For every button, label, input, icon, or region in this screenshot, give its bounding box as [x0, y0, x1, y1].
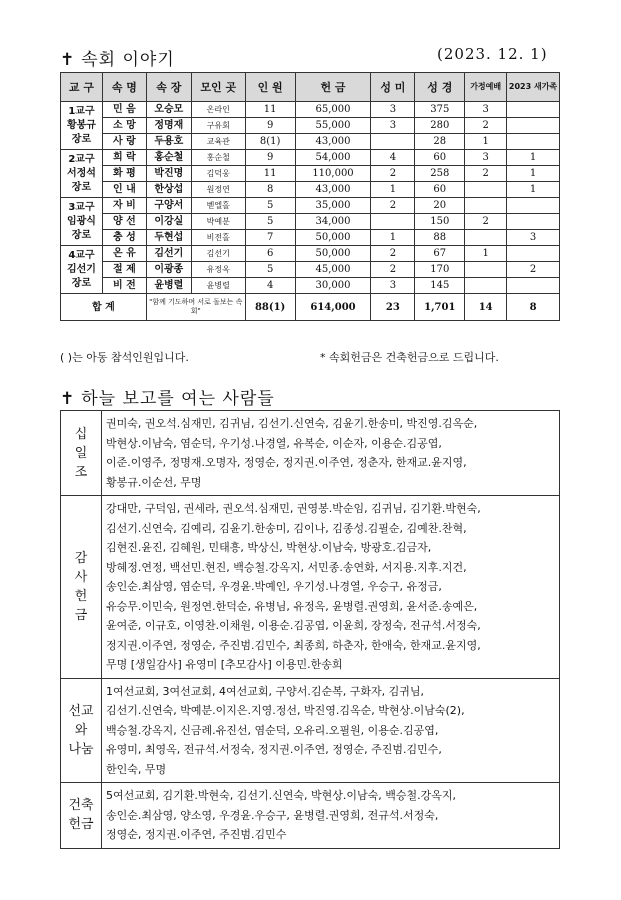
- total-row: [61, 294, 560, 321]
- table-row: [61, 118, 560, 134]
- table-row: [61, 246, 560, 262]
- cell-leader: 한상섭: [146, 182, 191, 198]
- cell-leader: 구양서: [146, 198, 191, 214]
- cell-cell-name: 비 전: [102, 278, 146, 294]
- cell-offering: 43,000: [295, 182, 371, 198]
- header-place: 모인 곳: [191, 73, 245, 102]
- total-people: 88(1): [245, 294, 295, 321]
- district-line: 임광식: [66, 215, 96, 227]
- names-line: 정영순, 정지권.이주연, 주진범.김민수: [106, 828, 287, 841]
- cell-worship: 2: [465, 166, 507, 182]
- district-line: 장로: [71, 133, 92, 145]
- names-line: 1여선교회, 3여선교회, 4여선교회, 구양서.김순복, 구화자, 김귀님,: [106, 684, 424, 698]
- cell-cell-name: 희 락: [102, 150, 146, 166]
- cell-leader: 정명재: [146, 118, 191, 134]
- table-row: [61, 198, 560, 214]
- cell-worship: 3: [465, 102, 507, 118]
- cell-rice: 3: [371, 102, 415, 118]
- cell-place: 박예분: [191, 214, 245, 230]
- table-header-row: [61, 73, 560, 102]
- section-title-offerings: [60, 384, 275, 409]
- cell-place: 교육관: [191, 134, 245, 150]
- cell-place: 비전홀: [191, 230, 245, 246]
- total-new-family: 8: [507, 294, 560, 321]
- cell-new-family: 2: [507, 262, 560, 278]
- names-line: 송인순.최삼영, 염순덕, 우경윤.박예인, 우기성.나경열, 우승구, 유정금,: [106, 580, 442, 593]
- names-line: 송인순.최삼영, 양소영, 우경윤.우승구, 윤병렬.권영희, 전규석.서정숙,: [106, 808, 439, 822]
- names-line: 한인숙, 무명: [106, 762, 167, 776]
- cell-rice: 3: [371, 118, 415, 134]
- cell-place: 원정연: [191, 182, 245, 198]
- cell-place: 김덕웅: [191, 166, 245, 182]
- cell-people: 8: [245, 182, 295, 198]
- cell-people: 8(1): [245, 134, 295, 150]
- names-line: 이준.이영주, 정명재.오명자, 정영순, 정지권.이주연, 정춘자, 한재교.윤지영,: [106, 456, 467, 469]
- category-label-line: 금: [74, 607, 88, 623]
- district-line: 2교구: [68, 153, 95, 165]
- cell-people: 9: [245, 150, 295, 166]
- cell-worship: 1: [465, 134, 507, 150]
- cell-rice: 2: [371, 262, 415, 278]
- header-offering: 헌 금: [295, 73, 371, 102]
- cell-people: 11: [245, 102, 295, 118]
- cell-people: 9: [245, 118, 295, 134]
- cell-bible: 60: [415, 182, 465, 198]
- header-district: 교 구: [61, 73, 103, 102]
- cell-leader: 두현섭: [146, 230, 191, 246]
- names-line: 정지권.이주연, 정영순, 주진범.김민수, 최종희, 하춘자, 한애숙, 한재교.윤지영,: [106, 638, 481, 652]
- category-label-line: 나눔: [68, 741, 94, 757]
- offering-names: [102, 411, 560, 496]
- district-cell: [61, 198, 103, 246]
- names-line: 박현상.이남숙, 염순덕, 우기성.나경열, 유복순, 이순자, 이용순.김공엽,: [106, 436, 442, 450]
- names-line: 김선기.신연숙, 박예분.이지은.지영.정선, 박진영.김옥순, 박현상.이남숙(2),: [106, 704, 465, 717]
- cell-leader: 이강실: [146, 214, 191, 230]
- cell-bible: 145: [415, 278, 465, 294]
- names-line: 유영미, 최영옥, 전규석.서정숙, 정지권.이주연, 정영순, 주진범.김민수,: [106, 743, 442, 756]
- cell-offering: 35,000: [295, 198, 371, 214]
- header-rice: 성 미: [371, 73, 415, 102]
- cell-rice: [371, 134, 415, 150]
- header-leader: 속 장: [146, 73, 191, 102]
- names-line: 방혜정.연정, 백선민.현진, 백승철.강옥지, 서민종.송연화, 서지용.지후.지건,: [106, 560, 467, 574]
- names-line: 김현진.윤진, 김혜원, 민태흥, 박상신, 박현상.이남숙, 방광호.김금자,: [106, 541, 432, 554]
- table-row: [61, 150, 560, 166]
- table-row: [61, 278, 560, 294]
- names-line: 강대만, 구덕임, 권세라, 권오석.심재민, 권영봉.박순임, 김귀님, 김기환.박현숙,: [106, 502, 481, 515]
- cell-cell-name: 소 망: [102, 118, 146, 134]
- cell-new-family: [507, 246, 560, 262]
- cell-worship: 3: [465, 150, 507, 166]
- offering-names: [102, 496, 560, 679]
- offering-section-row: [61, 411, 560, 496]
- offering-names: [102, 678, 560, 783]
- table-row: [61, 134, 560, 150]
- cell-new-family: 3: [507, 230, 560, 246]
- cell-bible: 150: [415, 214, 465, 230]
- total-worship: 14: [465, 294, 507, 321]
- category-label-line: 선교: [68, 703, 94, 719]
- cell-cell-name: 인 내: [102, 182, 146, 198]
- district-line: 장로: [71, 277, 92, 289]
- total-bible: 1,701: [415, 294, 465, 321]
- names-line: 윤여준, 이규호, 이영찬.이채원, 이용순.김공엽, 이윤희, 장정숙, 전규석.서정숙,: [106, 619, 481, 632]
- cell-rice: 1: [371, 182, 415, 198]
- cell-cell-name: 양 선: [102, 214, 146, 230]
- cell-rice: 2: [371, 198, 415, 214]
- table-row: [61, 230, 560, 246]
- cell-offering: 55,000: [295, 118, 371, 134]
- table-row: [61, 102, 560, 118]
- category-label-line: 헌금: [68, 817, 94, 833]
- cell-people: 5: [245, 198, 295, 214]
- cell-leader: 김선기: [146, 246, 191, 262]
- category-label-line: 일: [74, 445, 88, 461]
- total-label: 합 계: [61, 294, 147, 321]
- cross-icon: ✝: [60, 389, 76, 409]
- cell-place: 윤병렬: [191, 278, 245, 294]
- cell-new-family: [507, 134, 560, 150]
- offering-section-row: [61, 783, 560, 849]
- cell-worship: [465, 182, 507, 198]
- table-row: [61, 182, 560, 198]
- report-date: (2023. 12. 1): [437, 45, 548, 63]
- cell-new-family: 1: [507, 150, 560, 166]
- names-line: 무명 [생일감사] 유영미 [추모감사] 이용민.한송희: [106, 658, 343, 671]
- cell-bible: 258: [415, 166, 465, 182]
- cell-rice: 1: [371, 230, 415, 246]
- offering-section-row: [61, 678, 560, 783]
- offering-names: [102, 783, 560, 849]
- cell-people: 5: [245, 214, 295, 230]
- section-title-cell-story: [60, 45, 175, 70]
- names-line: 황봉규.이순선, 무명: [106, 475, 202, 489]
- cell-new-family: [507, 278, 560, 294]
- offering-section-row: [61, 496, 560, 679]
- cell-worship: [465, 262, 507, 278]
- category-label-line: 사: [74, 569, 88, 585]
- district-line: 황봉규: [66, 119, 96, 131]
- cell-new-family: [507, 102, 560, 118]
- cell-cell-name: 자 비: [102, 198, 146, 214]
- names-line: 김선기.신연숙, 김예리, 김윤기.한송미, 김이나, 김종성.김필순, 김예찬.찬혁,: [106, 521, 467, 535]
- cell-new-family: [507, 198, 560, 214]
- names-line: 5여선교회, 김기환.박현숙, 김선기.신연숙, 박현상.이남숙, 백승철.강옥지,: [106, 789, 456, 802]
- cell-cell-name: 사 랑: [102, 134, 146, 150]
- note-offering-use: * 속회헌금은 건축헌금으로 드립니다.: [320, 351, 499, 364]
- cell-leader: 이광종: [146, 262, 191, 278]
- cell-bible: 375: [415, 102, 465, 118]
- district-line: 장로: [71, 181, 92, 193]
- cross-icon: ✝: [60, 50, 76, 70]
- cell-offering: 43,000: [295, 134, 371, 150]
- district-cell: [61, 102, 103, 150]
- district-line: 1교구: [68, 105, 95, 117]
- cell-place: 온라인: [191, 102, 245, 118]
- section-title-text: 속회 이야기: [81, 50, 175, 70]
- cell-leader: 윤병렬: [146, 278, 191, 294]
- section-title-text: 하늘 보고를 여는 사람들: [81, 389, 275, 409]
- offering-category-label: [61, 783, 102, 849]
- cell-people: 4: [245, 278, 295, 294]
- cell-offering: 50,000: [295, 246, 371, 262]
- cell-new-family: 1: [507, 182, 560, 198]
- cell-bible: 280: [415, 118, 465, 134]
- cell-bible: 88: [415, 230, 465, 246]
- offering-category-label: [61, 678, 102, 783]
- header-family-worship: 가정예배: [465, 73, 507, 102]
- total-rice: 23: [371, 294, 415, 321]
- cell-offering: 50,000: [295, 230, 371, 246]
- cell-bible: 60: [415, 150, 465, 166]
- district-line: 4교구: [68, 249, 95, 261]
- cell-rice: 2: [371, 246, 415, 262]
- district-line: 김선기: [66, 263, 96, 275]
- cell-bible: 28: [415, 134, 465, 150]
- cell-place: 구유회: [191, 118, 245, 134]
- cell-rice: 4: [371, 150, 415, 166]
- cell-offering: 30,000: [295, 278, 371, 294]
- cell-people: 7: [245, 230, 295, 246]
- cell-rice: 3: [371, 278, 415, 294]
- offering-list-table: [60, 410, 560, 849]
- district-line: 3교구: [68, 201, 95, 213]
- cell-cell-name: 절 제: [102, 262, 146, 278]
- cell-leader: 오승모: [146, 102, 191, 118]
- table-row: [61, 166, 560, 182]
- header-cell-name: 속 명: [102, 73, 146, 102]
- category-label-line: 감: [74, 550, 88, 566]
- total-offering: 614,000: [295, 294, 371, 321]
- district-cell: [61, 246, 103, 294]
- cell-report-table: [60, 72, 560, 321]
- cell-worship: [465, 278, 507, 294]
- cell-people: 6: [245, 246, 295, 262]
- cell-offering: 54,000: [295, 150, 371, 166]
- cell-worship: 2: [465, 118, 507, 134]
- names-line: 유승무.이민숙, 원정연.한덕순, 유병님, 유정옥, 윤병렬.권영희, 윤서준.송예은,: [106, 599, 478, 613]
- category-label-line: 십: [74, 426, 88, 442]
- cell-rice: [371, 214, 415, 230]
- table-row: [61, 262, 560, 278]
- cell-leader: 박진명: [146, 166, 191, 182]
- header-new-family: 2023 새가족: [507, 73, 560, 102]
- total-motto: "함께 기도하며 서로 돌보는 속회": [146, 294, 245, 321]
- note-child-count: ( )는 아동 참석인원입니다.: [60, 351, 189, 364]
- cell-new-family: [507, 214, 560, 230]
- cell-cell-name: 온 유: [102, 246, 146, 262]
- cell-bible: 67: [415, 246, 465, 262]
- offering-category-label: [61, 496, 102, 679]
- cell-offering: 45,000: [295, 262, 371, 278]
- category-label-line: 건축: [68, 798, 94, 814]
- cell-place: 홍순철: [191, 150, 245, 166]
- category-label-line: 헌: [74, 588, 88, 604]
- offering-category-label: [61, 411, 102, 496]
- cell-rice: 2: [371, 166, 415, 182]
- header-people: 인 원: [245, 73, 295, 102]
- cell-bible: 170: [415, 262, 465, 278]
- names-line: 백승철.강옥지, 신금례.유진선, 염순덕, 오유리.오필원, 이용순.김공엽,: [106, 723, 439, 737]
- cell-people: 11: [245, 166, 295, 182]
- table-row: [61, 214, 560, 230]
- district-line: 서정석: [66, 167, 96, 179]
- cell-offering: 110,000: [295, 166, 371, 182]
- cell-place: 벧엘홀: [191, 198, 245, 214]
- cell-people: 5: [245, 262, 295, 278]
- cell-place: 유정옥: [191, 262, 245, 278]
- names-line: 권미숙, 권오석.심재민, 김귀님, 김선기.신연숙, 김윤기.한송미, 박진영.김옥순,: [106, 417, 478, 430]
- category-label-line: 조: [74, 464, 88, 480]
- cell-new-family: [507, 118, 560, 134]
- cell-leader: 두용호: [146, 134, 191, 150]
- cell-leader: 홍순철: [146, 150, 191, 166]
- header-bible: 성 경: [415, 73, 465, 102]
- cell-cell-name: 충 성: [102, 230, 146, 246]
- cell-new-family: 1: [507, 166, 560, 182]
- cell-bible: 20: [415, 198, 465, 214]
- cell-worship: [465, 198, 507, 214]
- category-label-line: 와: [74, 722, 88, 738]
- cell-worship: [465, 230, 507, 246]
- cell-worship: 2: [465, 214, 507, 230]
- cell-cell-name: 민 음: [102, 102, 146, 118]
- cell-worship: 1: [465, 246, 507, 262]
- district-cell: [61, 150, 103, 198]
- cell-cell-name: 화 평: [102, 166, 146, 182]
- cell-offering: 65,000: [295, 102, 371, 118]
- cell-place: 김선기: [191, 246, 245, 262]
- district-line: 장로: [71, 229, 92, 241]
- cell-offering: 34,000: [295, 214, 371, 230]
